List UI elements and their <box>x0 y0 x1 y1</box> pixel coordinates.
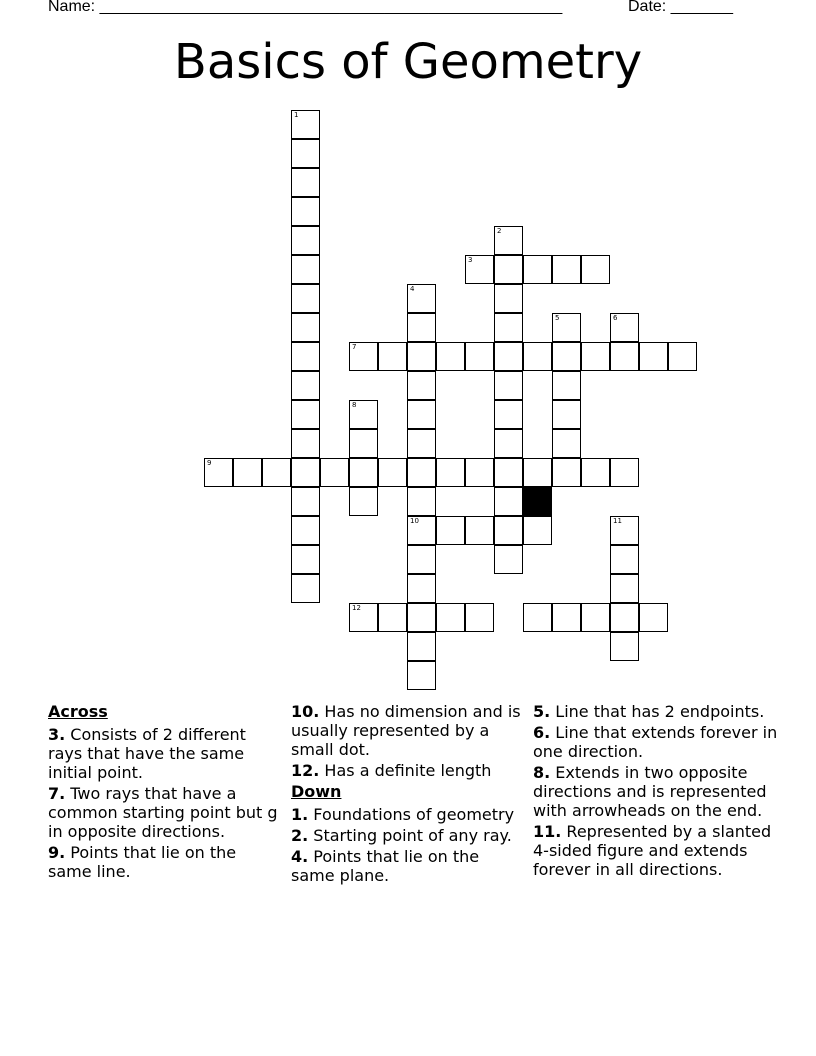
down-clue: 2. Starting point of any ray. <box>291 826 512 845</box>
grid-cell[interactable] <box>291 313 320 342</box>
grid-cell[interactable] <box>291 400 320 429</box>
grid-cell[interactable] <box>407 400 436 429</box>
grid-cell[interactable] <box>291 545 320 574</box>
clue-column-2 <box>291 702 527 887</box>
clue-number: 10 <box>410 517 419 525</box>
grid-cell[interactable] <box>494 516 523 545</box>
grid-cell[interactable] <box>262 458 291 487</box>
grid-cell[interactable] <box>523 255 552 284</box>
clue-number: 3 <box>468 256 473 264</box>
grid-cell[interactable] <box>291 197 320 226</box>
grid-cell[interactable] <box>204 458 233 487</box>
grid-cell[interactable] <box>436 516 465 545</box>
grid-cell[interactable] <box>639 603 668 632</box>
grid-cell[interactable] <box>639 342 668 371</box>
clue-number: 8 <box>352 401 357 409</box>
grid-cell[interactable] <box>552 603 581 632</box>
across-clue: 3. Consists of 2 different rays that have the same initial point. <box>48 725 246 782</box>
grid-cell[interactable] <box>494 313 523 342</box>
black-cell <box>523 487 552 516</box>
grid-cell[interactable] <box>465 255 494 284</box>
clue-number: 12 <box>352 604 361 612</box>
grid-cell[interactable] <box>610 516 639 545</box>
clue-number: 1 <box>294 111 299 119</box>
down-heading: Down <box>291 782 342 801</box>
down-clue: 11. Represented by a slanted 4-sided figure and extends forever in all directions. <box>533 822 772 879</box>
grid-cell[interactable] <box>552 429 581 458</box>
grid-cell[interactable] <box>407 516 436 545</box>
grid-cell[interactable] <box>465 603 494 632</box>
grid-cell[interactable] <box>494 429 523 458</box>
grid-cell[interactable] <box>291 371 320 400</box>
grid-cell[interactable] <box>378 458 407 487</box>
down-clue: 6. Line that extends forever in one direction. <box>533 723 778 761</box>
grid-cell[interactable] <box>407 458 436 487</box>
grid-cell[interactable] <box>233 458 262 487</box>
grid-cell[interactable] <box>581 255 610 284</box>
grid-cell[interactable] <box>494 400 523 429</box>
grid-cell[interactable] <box>436 603 465 632</box>
grid-cell[interactable] <box>581 603 610 632</box>
grid-cell[interactable] <box>291 516 320 545</box>
grid-cell[interactable] <box>523 458 552 487</box>
down-clue: 8. Extends in two opposite directions and is represented with arrowheads on the end. <box>533 763 767 820</box>
grid-cell[interactable] <box>320 458 349 487</box>
grid-cell[interactable] <box>581 342 610 371</box>
grid-cell[interactable] <box>291 168 320 197</box>
grid-cell[interactable] <box>610 632 639 661</box>
grid-cell[interactable] <box>523 516 552 545</box>
grid-cell[interactable] <box>291 226 320 255</box>
grid-cell[interactable] <box>494 342 523 371</box>
grid-cell[interactable] <box>552 458 581 487</box>
grid-cell[interactable] <box>610 574 639 603</box>
across-clue: 12. Has a definite length <box>291 761 492 780</box>
grid-cell[interactable] <box>378 342 407 371</box>
grid-cell[interactable] <box>349 603 378 632</box>
clue-column-3 <box>533 702 783 881</box>
grid-cell[interactable] <box>291 284 320 313</box>
grid-cell[interactable] <box>494 458 523 487</box>
grid-cell[interactable] <box>291 429 320 458</box>
grid-cell[interactable] <box>407 632 436 661</box>
grid-cell[interactable] <box>291 110 320 139</box>
grid-cell[interactable] <box>465 458 494 487</box>
date-line: Date: _______ <box>628 0 733 15</box>
grid-cell[interactable] <box>552 255 581 284</box>
grid-cell[interactable] <box>407 313 436 342</box>
grid-cell[interactable] <box>494 255 523 284</box>
across-clue: 7. Two rays that have a common starting point but g in opposite directions. <box>48 784 278 841</box>
clue-number: 4 <box>410 285 415 293</box>
down-clue: 1. Foundations of geometry <box>291 805 515 824</box>
clue-number: 2 <box>497 227 502 235</box>
grid-cell[interactable] <box>291 342 320 371</box>
clue-number: 9 <box>207 459 212 467</box>
grid-cell[interactable] <box>581 458 610 487</box>
grid-cell[interactable] <box>291 139 320 168</box>
across-clue: 10. Has no dimension and is usually represented by a small dot. <box>291 702 521 759</box>
grid-cell[interactable] <box>523 342 552 371</box>
grid-cell[interactable] <box>291 487 320 516</box>
clue-number: 5 <box>555 314 560 322</box>
grid-cell[interactable] <box>610 458 639 487</box>
clue-number: 7 <box>352 343 357 351</box>
grid-cell[interactable] <box>349 458 378 487</box>
clue-number: 11 <box>613 517 622 525</box>
grid-cell[interactable] <box>552 400 581 429</box>
clue-column-1 <box>48 702 280 883</box>
grid-cell[interactable] <box>552 371 581 400</box>
grid-cell[interactable] <box>523 603 552 632</box>
grid-cell[interactable] <box>610 603 639 632</box>
across-heading: Across <box>48 702 108 721</box>
grid-cell[interactable] <box>407 284 436 313</box>
grid-cell[interactable] <box>407 545 436 574</box>
grid-cell[interactable] <box>494 371 523 400</box>
down-clue: 5. Line that has 2 endpoints. <box>533 702 765 721</box>
grid-cell[interactable] <box>552 342 581 371</box>
grid-cell[interactable] <box>552 313 581 342</box>
grid-cell[interactable] <box>407 371 436 400</box>
across-clue: 9. Points that lie on the same line. <box>48 843 237 881</box>
grid-cell[interactable] <box>465 516 494 545</box>
grid-cell[interactable] <box>291 458 320 487</box>
grid-cell[interactable] <box>494 284 523 313</box>
grid-cell[interactable] <box>349 429 378 458</box>
grid-cell[interactable] <box>668 342 697 371</box>
clue-number: 6 <box>613 314 618 322</box>
grid-cell[interactable] <box>494 226 523 255</box>
grid-cell[interactable] <box>407 487 436 516</box>
grid-cell[interactable] <box>407 603 436 632</box>
grid-cell[interactable] <box>465 342 494 371</box>
grid-cell[interactable] <box>407 574 436 603</box>
grid-cell[interactable] <box>494 545 523 574</box>
grid-cell[interactable] <box>436 342 465 371</box>
grid-cell[interactable] <box>378 603 407 632</box>
grid-cell[interactable] <box>407 429 436 458</box>
grid-cell[interactable] <box>349 342 378 371</box>
page-title: Basics of Geometry <box>173 34 643 90</box>
grid-cell[interactable] <box>349 400 378 429</box>
grid-cell[interactable] <box>407 661 436 690</box>
grid-cell[interactable] <box>610 545 639 574</box>
grid-cell[interactable] <box>610 313 639 342</box>
grid-cell[interactable] <box>436 458 465 487</box>
name-line: Name: ____________________________________________________ <box>48 0 563 15</box>
grid-cell[interactable] <box>291 574 320 603</box>
grid-cell[interactable] <box>291 255 320 284</box>
down-clue: 4. Points that lie on the same plane. <box>291 847 480 885</box>
grid-cell[interactable] <box>610 342 639 371</box>
grid-cell[interactable] <box>407 342 436 371</box>
grid-cell[interactable] <box>494 487 523 516</box>
grid-cell[interactable] <box>349 487 378 516</box>
